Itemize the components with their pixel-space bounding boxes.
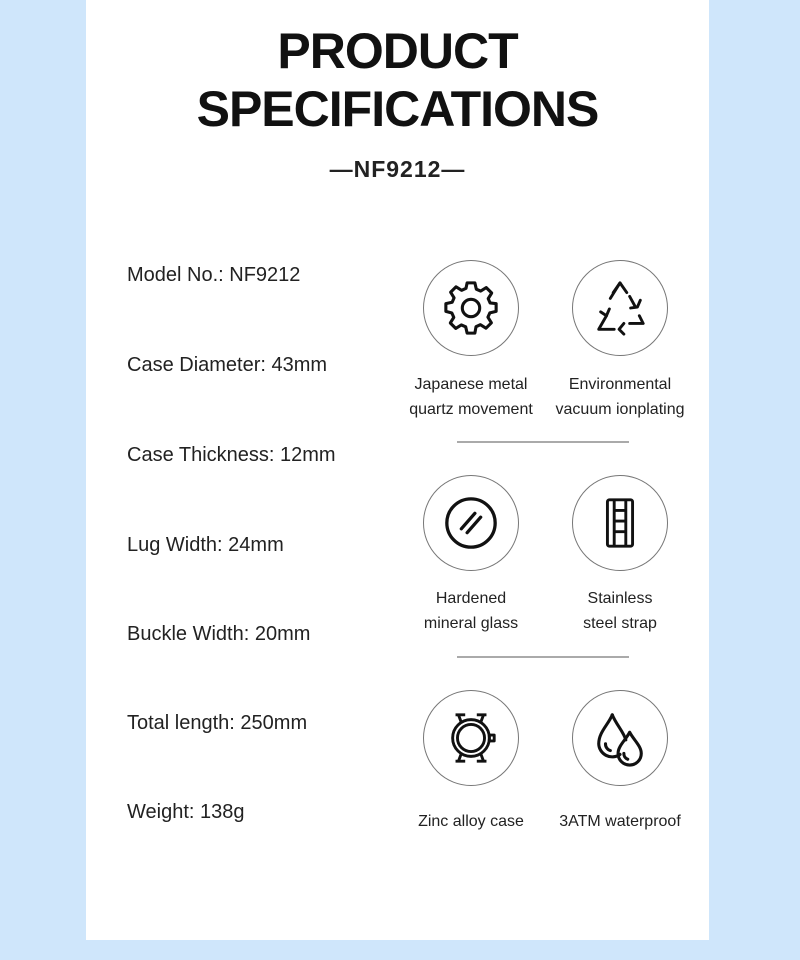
feature-label: Japanese metal xyxy=(414,376,528,393)
spec-buckle-width: Buckle Width: 20mm xyxy=(127,623,311,645)
feature-label: 3ATM waterproof xyxy=(559,813,681,830)
spec-card xyxy=(86,0,709,940)
spec-weight: Weight: 138g xyxy=(127,801,245,823)
feature-label: quartz movement xyxy=(409,401,533,418)
glass-icon xyxy=(423,475,519,571)
feature-waterproof xyxy=(545,690,695,834)
feature-label: Environmental xyxy=(568,376,672,393)
water-drop-icon xyxy=(572,690,668,786)
feature-label: vacuum ionplating xyxy=(555,401,685,418)
spec-case-diameter: Case Diameter: 43mm xyxy=(127,354,328,376)
recycle-icon xyxy=(572,260,668,356)
feature-label: mineral glass xyxy=(423,615,519,632)
feature-quartz-movement xyxy=(396,260,546,422)
feature-steel-strap xyxy=(545,475,695,636)
divider xyxy=(457,656,629,658)
strap-icon xyxy=(572,475,668,571)
spec-case-thickness: Case Thickness: 12mm xyxy=(127,444,336,466)
gear-icon xyxy=(423,260,519,356)
feature-label: Hardened xyxy=(435,590,507,607)
watch-case-icon xyxy=(423,690,519,786)
spec-lug-width: Lug Width: 24mm xyxy=(127,534,284,556)
feature-ionplating xyxy=(545,260,695,422)
feature-label: steel strap xyxy=(583,615,657,632)
page-title xyxy=(86,22,709,138)
spec-total-length: Total length: 250mm xyxy=(127,712,308,734)
feature-label: Stainless xyxy=(587,590,653,607)
feature-zinc-case xyxy=(396,690,546,834)
feature-mineral-glass xyxy=(396,475,546,636)
title-line-2: SPECIFICATIONS xyxy=(196,81,599,137)
title-line-1: PRODUCT xyxy=(277,23,518,79)
spec-model-number: Model No.: NF9212 xyxy=(127,264,301,286)
feature-label: Zinc alloy case xyxy=(418,813,524,830)
model-tag: —NF9212— xyxy=(329,156,466,182)
divider xyxy=(457,441,629,443)
